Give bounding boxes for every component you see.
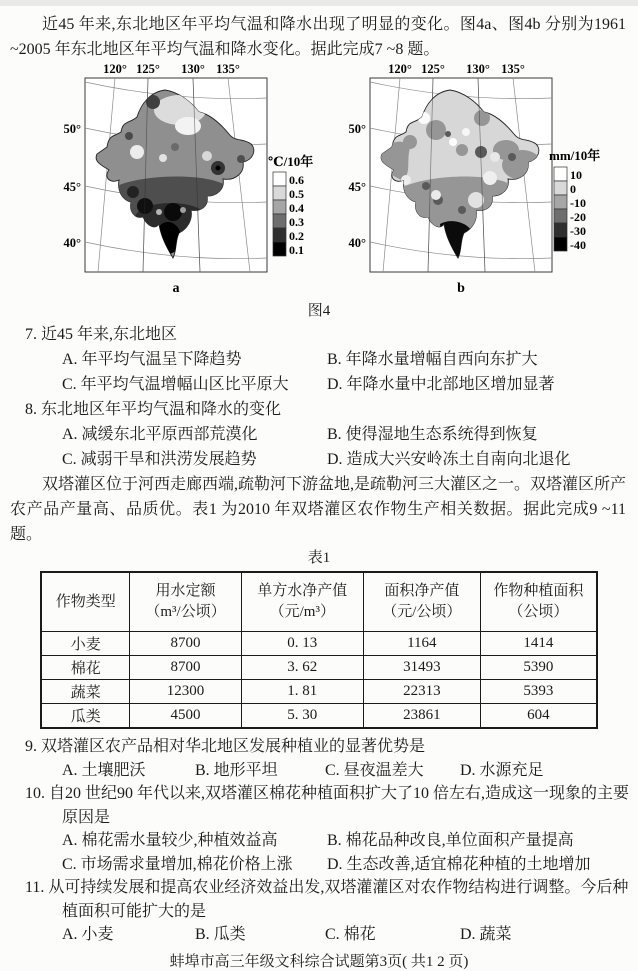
col-header-crop-type: 作物类型	[41, 572, 130, 632]
table-row: 蔬菜 12300 1. 81 22313 5393	[41, 680, 597, 704]
map-b-lat-tick: 50°	[348, 122, 366, 136]
option: B. 棉花品种改良,单位面积产量提高	[327, 832, 574, 849]
map-b-lat-tick: 45°	[348, 180, 366, 194]
option: D. 生态改善,适宜棉花种植的土地增加	[327, 855, 591, 873]
intro-paragraph: 近45 年来,东北地区年平均气温和降水出现了明显的变化。图4a、图4b 分别为1961 ~2005 年东北地区年平均气温和降水变化。据此完成7 ~8 题。	[10, 16, 626, 58]
col-header-net-value-per-area: 面积净产值 （元/公顷）	[363, 572, 480, 632]
question-7-options	[25, 347, 630, 397]
map-a-legend-title: ℃/10年	[268, 154, 314, 169]
question-11-options	[25, 923, 630, 947]
option: C. 市场需求量增加,棉花价格上涨	[62, 855, 293, 873]
map-a-sublabel: a	[172, 281, 180, 296]
option: C. 昼夜温差大	[325, 761, 424, 779]
map-b-precipitation	[340, 62, 615, 300]
page-footer: 蚌埠市高三年级文科综合试题第3页( 共1 2 页)	[169, 953, 469, 970]
col-header-net-value-per-water: 单方水净产值 （元/m³）	[241, 572, 363, 632]
map-a-legend-bar	[273, 172, 286, 256]
option: D. 造成大兴安岭冻土自南向北退化	[327, 451, 571, 468]
map-a-lat-tick: 50°	[63, 122, 81, 136]
map-b-legend-value: -10	[570, 196, 586, 210]
question-11	[25, 876, 630, 947]
option: C. 年平均气温增幅山区比平原大	[62, 376, 289, 393]
map-b-legend-value: -20	[570, 210, 586, 224]
question-10-stem: 10. 自20 世纪90 年代以来,双塔灌区棉花种植面积扩大了10 倍左右,造成这一现象的主要原因是	[25, 785, 630, 826]
map-a-legend-value: 0.3	[289, 215, 304, 229]
question-9	[25, 735, 630, 782]
map-b-legend-value: 10	[570, 168, 582, 182]
table-1	[40, 571, 598, 729]
figure-4	[0, 62, 638, 300]
map-a-lat-tick: 45°	[63, 180, 81, 194]
question-7	[25, 322, 630, 397]
option: D. 年降水量中北部地区增加显著	[327, 376, 555, 393]
question-9-options	[25, 759, 630, 783]
option: A. 小麦	[62, 926, 114, 943]
map-a-legend-value: 0.4	[289, 201, 304, 215]
map-a-legend-value: 0.1	[289, 243, 304, 257]
map-a-lat-tick: 40°	[63, 236, 81, 250]
table-1-caption: 表1	[307, 550, 331, 566]
map-a-legend-value: 0.2	[289, 229, 304, 243]
map-b-legend-title: mm/10年	[549, 148, 601, 163]
map-b-sublabel: b	[457, 281, 465, 296]
map-b-legend-value: -30	[570, 224, 586, 238]
map-b-lon-tick: 130°	[466, 62, 490, 76]
table-row: 棉花 8700 3. 62 31493 5390	[41, 656, 597, 680]
map-a-legend-value: 0.5	[289, 187, 304, 201]
map-a-lon-tick: 130°	[181, 62, 205, 76]
passage-shuangta: 双塔灌区位于河西走廊西端,疏勒河下游盆地,是疏勒河三大灌区之一。双塔灌区所产农产品产量高、品质优。表1 为2010 年双塔灌区农作物生产相关数据。据此完成9 ~11 题。	[10, 476, 627, 543]
map-a-lon-tick: 120°	[103, 62, 127, 76]
map-b-lon-tick: 120°	[388, 62, 412, 76]
option: D. 水源充足	[460, 761, 544, 779]
option: A. 土壤肥沃	[62, 761, 146, 779]
option: A. 棉花需水量较少,种植效益高	[62, 832, 278, 849]
option: B. 使得湿地生态系统得到恢复	[327, 426, 538, 443]
question-8-options	[25, 422, 630, 472]
question-11-stem: 11. 从可持续发展和提高农业经济效益出发,双塔灌灌区对农作物结构进行调整。今后种植面积可能扩大的是	[25, 879, 629, 920]
table-header-row	[41, 572, 597, 632]
col-header-planting-area: 作物种植面积 （公顷）	[480, 572, 597, 632]
col-header-water-quota: 用水定额 （m³/公顷）	[130, 572, 241, 632]
question-7-stem: 7. 近45 年来,东北地区	[25, 326, 178, 343]
map-b-legend-value: 0	[570, 182, 576, 196]
option: A. 年平均气温呈下降趋势	[62, 351, 242, 368]
map-b-legend-value: -40	[570, 238, 586, 252]
map-b-lon-tick: 125°	[421, 62, 445, 76]
map-b-lat-tick: 40°	[348, 236, 366, 250]
map-b-legend-bar	[554, 167, 567, 251]
question-8	[25, 397, 630, 472]
option: D. 蔬菜	[460, 926, 512, 943]
map-a-temperature	[55, 62, 330, 300]
map-b-lon-tick: 135°	[501, 62, 525, 76]
question-10	[25, 782, 630, 876]
map-a-legend-value: 0.6	[289, 173, 304, 187]
figure-4-caption: 图4	[307, 303, 331, 319]
option: C. 棉花	[325, 926, 376, 943]
option: B. 地形平坦	[195, 761, 278, 779]
option: B. 瓜类	[195, 926, 246, 943]
question-9-stem: 9. 双塔灌区农产品相对华北地区发展种植业的显著优势是	[25, 738, 426, 755]
option: C. 减弱干旱和洪涝发展趋势	[62, 451, 257, 468]
map-a-lon-tick: 135°	[216, 62, 240, 76]
table-row: 瓜类 4500 5. 30 23861 604	[41, 704, 597, 729]
map-a-lon-tick: 125°	[136, 62, 160, 76]
table-row: 小麦 8700 0. 13 1164 1414	[41, 632, 597, 656]
option: A. 减缓东北平原西部荒漠化	[62, 426, 258, 443]
question-8-stem: 8. 东北地区年平均气温和降水的变化	[25, 401, 282, 418]
question-10-options	[25, 829, 630, 876]
option: B. 年降水量增幅自西向东扩大	[327, 351, 538, 368]
